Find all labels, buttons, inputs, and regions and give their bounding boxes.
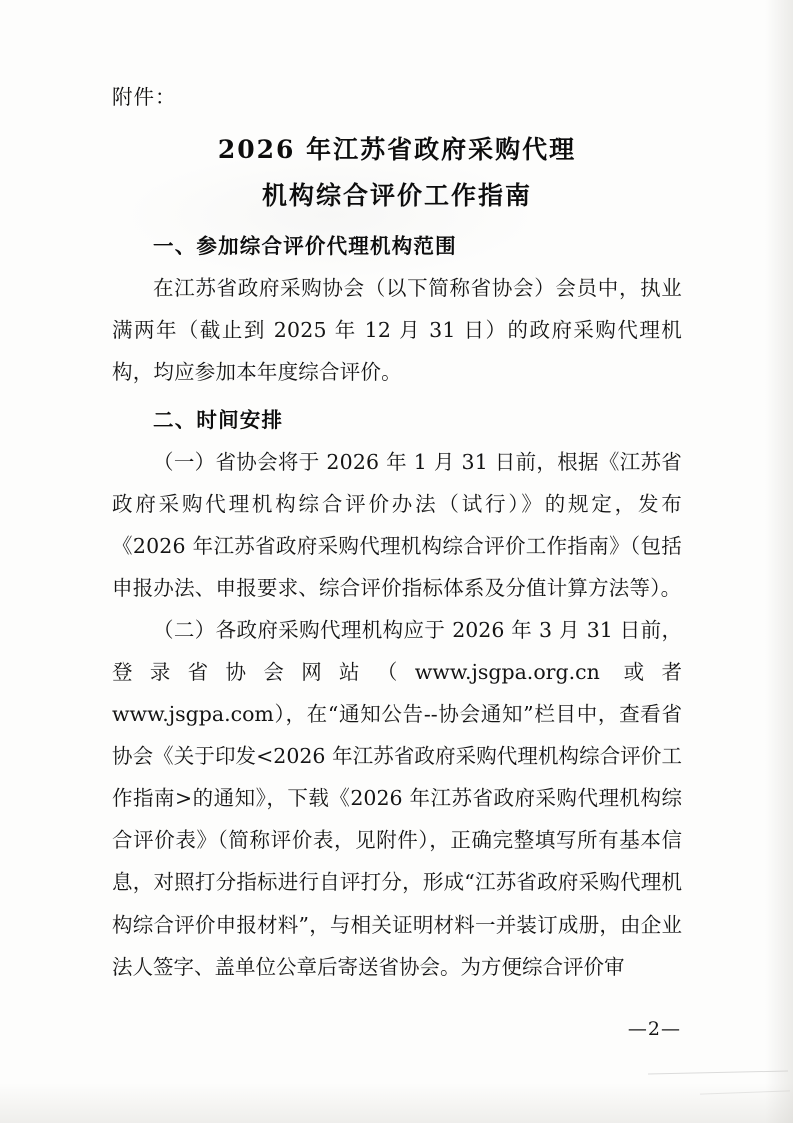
page-title-line-1: 2026 年江苏省政府采购代理 [217,134,577,164]
section-1-paragraph-1: 在江苏省政府采购协会（以下简称省协会）会员中，执业满两年（截止到 2025 年 12 月 31 日）的政府采购代理机构，均应参加本年度综合评价。 [112,276,682,385]
section-heading-1: 一、参加综合评价代理机构范围 [153,234,457,259]
page-title-line-2: 机构综合评价工作指南 [261,181,532,210]
section-heading-2: 二、时间安排 [153,408,284,433]
section-2-paragraph-2: （二）各政府采购代理机构应于 2026 年 3 月 31 日前，登录省协会网站（www.jsgpa.org.cn 或者 www.jsgpa.com），在“通知公告--协会通知”栏目中，查看省协会《关于印发<2026 年江苏省政府采购代理机构综合评价工作指南>的通知》，下载《2026 年江苏省政府采购代理机构综合评价表》（简称评价表，见附件），正确完整填写所有基本信息，对照打分指标进行自评打分，形成“江苏省政府采购代理机构综合评价申报材料”，与相关证明材料一并装订成册，由企业法人签字、盖单位公章后寄送省协会。为方便综合评价审 [112,618,682,979]
page-edge-shadow-bottom [0,1083,793,1123]
document-body [112,82,682,988]
section-2-paragraph-1: （一）省协会将于 2026 年 1 月 31 日前，根据《江苏省政府采购代理机构综合评价办法（试行）》的规定，发布《2026 年江苏省政府采购代理机构综合评价工作指南》（包括申报办法、申报要求、综合评价指标体系及分值计算方法等）。 [112,450,682,601]
page-title [112,127,682,220]
page-number: —2— [627,1018,681,1040]
page-edge-shadow-right [765,0,793,1123]
scan-artifact-line-bottom [700,1090,790,1094]
scan-artifact-line-top [648,1071,788,1075]
attachment-label: 附件： [112,85,177,109]
